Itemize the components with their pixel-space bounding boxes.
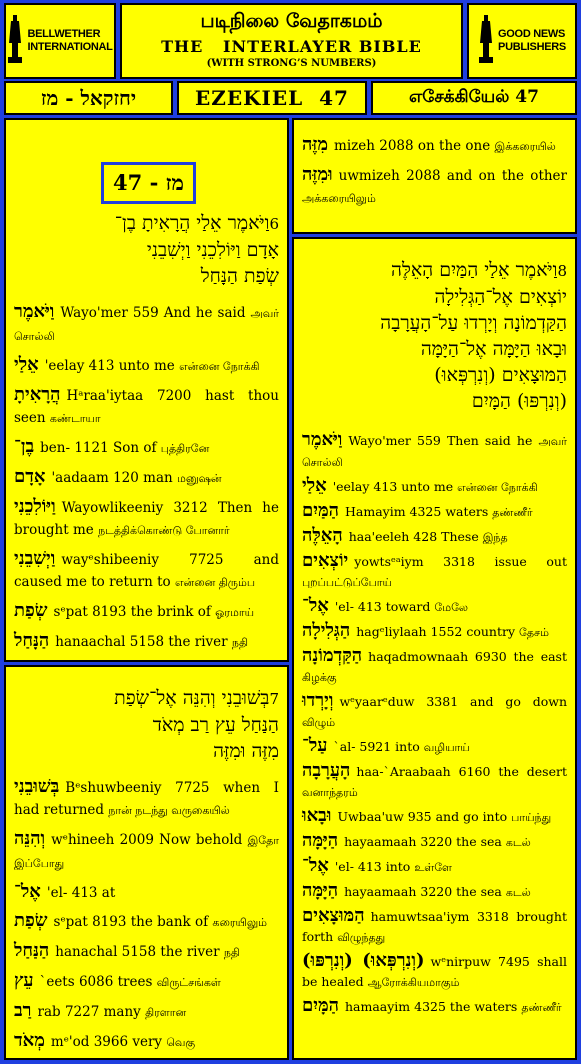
- hebrew-verse-line: [14, 685, 279, 712]
- tamil-gloss: அக்கரையிலும்: [302, 192, 376, 205]
- word-entry: [302, 736, 567, 758]
- tamil-gloss: இக்கரையில்: [494, 140, 556, 153]
- hebrew-verse-line-text: מִזֶּה וּמִזֶּה: [213, 740, 279, 762]
- transliteration-strongs-gloss: `al- 5921 into: [333, 739, 420, 754]
- chapter-number-text: מז - 47: [113, 170, 184, 195]
- hebrew-verse-line-text: וַיֹּאמֶר אֵלַי הַמַּיִם הָאֵלֶּה: [391, 259, 558, 281]
- word-entry: [302, 856, 567, 878]
- transliteration-strongs-gloss: wᵉyaarᵉduw 3381 and go down: [339, 694, 567, 709]
- word-entry: [14, 384, 279, 430]
- hebrew-verse-line: [14, 210, 279, 237]
- transliteration-strongs-gloss: uwmizeh 2088 and on the other: [338, 168, 567, 184]
- tamil-gloss: கரையிலும்: [212, 916, 268, 929]
- word-entry: [302, 501, 567, 523]
- hebrew-word: הָעֲרָבָה: [302, 760, 351, 781]
- hebrew-word: הֲרָאִיתָ: [14, 384, 61, 405]
- hebrew-word: וְיָרְדוּ: [302, 690, 334, 711]
- hebrew-word: הַיָּמָּה: [302, 880, 339, 901]
- word-entry: [302, 806, 567, 828]
- statue-icon: [7, 13, 23, 69]
- tamil-gloss: வனாந்தரம்: [302, 786, 358, 799]
- transliteration-strongs-gloss: ben- 1121 Son of: [40, 440, 157, 456]
- verse-8-panel: [292, 237, 577, 1060]
- hebrew-word: הָאֵלֶּה: [302, 525, 343, 546]
- transliteration-strongs-gloss: Bᵉshuwbeeniy 7725 when I had returned: [14, 780, 279, 818]
- word-entry: [14, 630, 279, 654]
- hebrew-word: אֶל־: [14, 881, 41, 902]
- hebrew-word: הַמָּיִם: [302, 995, 339, 1016]
- verse-7-continued-panel: [292, 118, 577, 234]
- word-entry: [14, 910, 279, 934]
- transliteration-strongs-gloss: Wayo'mer 559 Then said he: [348, 433, 533, 448]
- hebrew-verse-line-text: שְׂפַת הַנָּחַל: [200, 265, 279, 287]
- hebrew-word: הַנַּחַל: [14, 940, 50, 961]
- word-entry: [14, 1000, 279, 1024]
- hebrew-word: מְאֹד: [14, 1030, 45, 1051]
- transliteration-strongs-gloss: hayaamaah 3220 the sea: [344, 834, 502, 849]
- tamil-gloss: இந்த: [482, 531, 508, 544]
- hebrew-word: וְהִנֵּה: [14, 828, 46, 849]
- hebrew-verse-line: [14, 738, 279, 764]
- hebrew-verse-line-text: הַנַּחַל עֵץ רַב מְאֹד: [152, 714, 279, 736]
- chapter-number-box: [101, 162, 196, 204]
- tamil-gloss: கிழக்கு: [302, 671, 337, 684]
- hebrew-word: אֶל־: [302, 855, 329, 876]
- word-entry: [302, 164, 567, 210]
- transliteration-strongs-gloss: 'aadaam 120 man: [51, 470, 173, 486]
- word-entry: [14, 1030, 279, 1054]
- verse-6-panel: [4, 118, 289, 662]
- transliteration-strongs-gloss: sᵉpat 8193 the bank of: [53, 914, 209, 930]
- tamil-gloss: விழுந்தது: [337, 931, 386, 944]
- right-logo-line1: GOOD NEWS: [498, 28, 566, 40]
- hebrew-word: מִזֶּה: [302, 134, 329, 155]
- word-entry: [302, 476, 567, 498]
- tamil-gloss: ஆரோக்கியமாகும்: [367, 976, 460, 989]
- hebrew-verse-line-text: הַקַּדְמוֹנָה וְיָרְדוּ עַל־הָעֲרָבָה: [380, 312, 567, 334]
- hebrew-word: וַיֹּאמֶר: [302, 429, 343, 450]
- hebrew-verse-line: [302, 257, 567, 284]
- hebrew-word: הַנָּחַל: [14, 630, 50, 651]
- tamil-gloss: பாய்ந்து: [511, 811, 552, 824]
- statue-icon: [478, 13, 494, 69]
- verse-number: 7: [269, 690, 279, 708]
- word-entry: [14, 354, 279, 378]
- hebrew-word: יוֹצְאִים: [302, 550, 349, 571]
- tamil-gloss: அவர் சொல்லி: [14, 307, 279, 343]
- word-entry: [14, 776, 279, 822]
- transliteration-strongs-gloss: hayaamaah 3220 the sea: [344, 884, 502, 899]
- tamil-gloss: விருட்சங்கள்: [156, 976, 221, 989]
- hebrew-word: רַב: [14, 1000, 32, 1021]
- word-entry: [14, 496, 279, 542]
- right-logo-line2: PUBLISHERS: [498, 41, 566, 53]
- transliteration-strongs-gloss: Hamayim 4325 waters: [344, 504, 489, 519]
- verse-7-panel: [4, 665, 289, 1060]
- word-entry: [14, 301, 279, 348]
- transliteration-strongs-gloss: wᵉhineeh 2009 Now behold: [51, 832, 243, 848]
- tamil-gloss: தண்ணீர்: [521, 1001, 562, 1014]
- word-entry: [302, 526, 567, 548]
- hebrew-word: עַל־: [302, 735, 328, 756]
- hebrew-word: שְׂפַת: [14, 910, 48, 931]
- tamil-gloss: கண்டாயா: [49, 412, 101, 425]
- tamil-gloss: நதி: [223, 946, 240, 959]
- hebrew-word: אֶל־: [302, 595, 329, 616]
- left-logo-line2: INTERNATIONAL: [27, 41, 113, 53]
- tamil-gloss: தேசம்: [519, 626, 549, 639]
- hebrew-verse-line: [302, 310, 567, 336]
- hebrew-word: וַיּוֹלִכֵנִי: [14, 496, 56, 517]
- tamil-gloss: கடல்: [505, 886, 531, 899]
- word-entry: [302, 831, 567, 853]
- hebrew-verse-text: [14, 210, 279, 289]
- word-entry: [302, 951, 567, 993]
- tamil-gloss: என்னை நோக்கி: [179, 360, 260, 373]
- title-subtitle: (WITH STRONG’S NUMBERS): [206, 58, 377, 69]
- tamil-gloss: நான் நடந்து வருகையில்: [108, 804, 230, 817]
- transliteration-strongs-gloss: rab 7227 many: [37, 1004, 141, 1020]
- word-entry: [302, 621, 567, 643]
- hebrew-verse-line-text: הַמּוּצָאִים (וְנִרְפְּאוּ): [434, 364, 567, 386]
- english-book-label: [177, 81, 367, 115]
- word-entry: [14, 940, 279, 964]
- tamil-gloss: நதி: [231, 636, 248, 649]
- transliteration-strongs-gloss: 'el- 413 toward: [334, 599, 431, 614]
- hebrew-word: וַיֹּאמֶר: [14, 301, 55, 322]
- word-entry: [14, 970, 279, 994]
- word-entry: [302, 881, 567, 903]
- hebrew-word: בְּשׁוּבֵנִי: [14, 776, 60, 797]
- word-entry: [302, 596, 567, 618]
- left-logo-line1: BELLWETHER: [27, 28, 101, 40]
- hebrew-verse-line: [14, 263, 279, 289]
- title-box: [120, 3, 463, 79]
- hebrew-verse-line-text: וַיֹּאמֶר אֵלַי הֲרָאִיתָ בֶן־: [114, 212, 270, 234]
- transliteration-strongs-gloss: Wayo'mer 559 And he said: [60, 305, 246, 321]
- hebrew-word: אָדָם: [14, 466, 46, 487]
- tamil-gloss: என்னை நோக்கி: [457, 481, 538, 494]
- transliteration-strongs-gloss: wayᵉshibeeniy 7725 and caused me to return to: [14, 552, 279, 590]
- word-entry: [14, 828, 279, 875]
- transliteration-strongs-gloss: haa'eeleh 428 These: [348, 529, 479, 544]
- hebrew-word: בֶן־: [14, 436, 35, 457]
- hebrew-verse-text: [302, 257, 567, 414]
- left-logo: [4, 3, 116, 79]
- transliteration-strongs-gloss: 'el- 413 into: [334, 859, 411, 874]
- right-logo: [467, 3, 577, 79]
- hebrew-verse-line-text: וּבָאוּ הַיָּמָּה אֶל־הַיָּמָּה: [420, 338, 567, 360]
- transliteration-strongs-gloss: mᵉ'od 3966 very: [50, 1034, 163, 1050]
- word-entry-list: [302, 134, 567, 210]
- hebrew-word: (וְנִרְפְּאוּ) (וְנִרְפּוּ): [302, 950, 425, 971]
- hebrew-verse-line-text: (וְנִרְפּוּ) הַמָּיִם: [471, 390, 567, 412]
- hebrew-word: וּמִזֶּה: [302, 164, 333, 185]
- hebrew-word: וּבָאוּ: [302, 805, 332, 826]
- tamil-gloss: புறப்பட்டுப்போய்: [302, 576, 392, 589]
- tamil-gloss: மனுஷன்: [177, 472, 222, 485]
- hebrew-book-text: יחזקאל - מז: [40, 85, 137, 110]
- hebrew-word: הַיָּמָּה: [302, 830, 339, 851]
- hebrew-word: הַקַּדְמוֹנָה: [302, 645, 363, 666]
- hebrew-word: הַמּוּצָאִים: [302, 905, 365, 926]
- hebrew-verse-line: [302, 284, 567, 310]
- word-entry-list: [14, 301, 279, 654]
- transliteration-strongs-gloss: hanaachal 5158 the river: [55, 634, 228, 650]
- transliteration-strongs-gloss: 'el- 413 at: [46, 885, 116, 901]
- transliteration-strongs-gloss: Uwbaa'uw 935 and go into: [337, 809, 508, 824]
- transliteration-strongs-gloss: Hᵃraa'iytaa 7200 hast thou seen: [14, 388, 279, 426]
- hebrew-word: וַיְשִׁבֵנִי: [14, 548, 56, 569]
- tamil-book-label: [371, 81, 577, 115]
- transliteration-strongs-gloss: sᵉpat 8193 the brink of: [53, 604, 211, 620]
- transliteration-strongs-gloss: 'eelay 413 unto me: [44, 358, 175, 374]
- tamil-gloss: இதோ இப்போது: [14, 834, 279, 870]
- transliteration-strongs-gloss: haa-`Araabaah 6160 the desert: [356, 764, 567, 779]
- verse-number: 8: [557, 262, 567, 280]
- transliteration-strongs-gloss: yowtsᵉᵃiym 3318 issue out: [354, 554, 567, 569]
- tamil-gloss: என்னை திரும்ப: [174, 576, 256, 589]
- transliteration-strongs-gloss: hanachal 5158 the river: [55, 944, 220, 960]
- word-entry: [14, 548, 279, 594]
- transliteration-strongs-gloss: hamaayim 4325 the waters: [344, 999, 518, 1014]
- verse-number: 6: [269, 215, 279, 233]
- tamil-gloss: நடத்திக்கொண்டு போனார்: [98, 524, 230, 537]
- transliteration-strongs-gloss: Wayowlikeeniy 3212 Then he brought me: [14, 500, 279, 538]
- hebrew-word: הַמַּיִם: [302, 500, 339, 521]
- word-entry: [302, 906, 567, 948]
- word-entry-list: [14, 776, 279, 1054]
- hebrew-book-label: [4, 81, 173, 115]
- word-entry: [14, 881, 279, 904]
- hebrew-verse-line: [302, 336, 567, 362]
- word-entry: [302, 761, 567, 803]
- word-entry: [14, 600, 279, 624]
- hebrew-verse-line-text: יוֹצְאִים אֶל־הַגְּלִילָה: [434, 286, 567, 308]
- tamil-gloss: விழும்: [302, 716, 336, 729]
- tamil-gloss: மேலே: [434, 601, 469, 614]
- transliteration-strongs-gloss: haqadmownaah 6930 the east: [368, 649, 567, 664]
- tamil-gloss: உள்ளே: [414, 861, 452, 874]
- word-entry-list: [302, 430, 567, 1018]
- hebrew-verse-line: [302, 362, 567, 388]
- tamil-gloss: அவர் சொல்லி: [302, 435, 567, 469]
- hebrew-verse-line-text: אָדָם וַיּוֹלִכֵנִי וַיְשִׁבֵנִי: [146, 239, 279, 261]
- transliteration-strongs-gloss: hamuwtsaa'iym 3318 brought forth: [302, 909, 567, 944]
- word-entry: [302, 646, 567, 688]
- word-entry: [14, 466, 279, 490]
- transliteration-strongs-gloss: 'eelay 413 unto me: [332, 479, 454, 494]
- hebrew-word: אֵלַי: [14, 354, 39, 375]
- title-english: THE INTERLAYER BIBLE: [161, 37, 422, 56]
- tamil-gloss: வெகு: [166, 1036, 196, 1049]
- tamil-gloss: வழியாய்: [423, 741, 470, 754]
- transliteration-strongs-gloss: hagᵉliylaah 1552 country: [356, 624, 516, 639]
- word-entry: [302, 430, 567, 473]
- tamil-gloss: கடல்: [505, 836, 531, 849]
- word-entry: [302, 996, 567, 1018]
- transliteration-strongs-gloss: `eets 6086 trees: [39, 974, 153, 990]
- hebrew-verse-line: [14, 237, 279, 263]
- transliteration-strongs-gloss: wᵉnirpuw 7495 shall be healed: [302, 954, 567, 989]
- tamil-book-text: எசேக்கியேல் 47: [409, 87, 539, 107]
- hebrew-verse-line: [14, 712, 279, 738]
- word-entry: [302, 134, 567, 158]
- english-book-text: EZEKIEL 47: [195, 86, 349, 110]
- hebrew-word: שְׂפַת: [14, 600, 48, 621]
- hebrew-word: אֵלַי: [302, 475, 327, 496]
- hebrew-word: הַגְּלִילָה: [302, 620, 351, 641]
- transliteration-strongs-gloss: mizeh 2088 on the one: [334, 138, 491, 154]
- hebrew-verse-text: [14, 685, 279, 764]
- word-entry: [302, 691, 567, 733]
- hebrew-word: עֵץ: [14, 970, 34, 991]
- tamil-gloss: ஓரமாய்: [215, 606, 255, 619]
- hebrew-verse-line: [302, 388, 567, 414]
- tamil-gloss: தண்ணீர்: [492, 506, 533, 519]
- tamil-gloss: திரளான: [145, 1006, 187, 1019]
- tamil-gloss: புத்திரனே: [160, 442, 210, 455]
- word-entry: [14, 436, 279, 460]
- word-entry: [302, 551, 567, 593]
- hebrew-verse-line-text: בְּשׁוּבֵנִי וְהִנֵּה אֶל־שְׂפַת: [114, 687, 270, 709]
- title-tamil: படிநிலை வேதாகமம்: [200, 10, 383, 32]
